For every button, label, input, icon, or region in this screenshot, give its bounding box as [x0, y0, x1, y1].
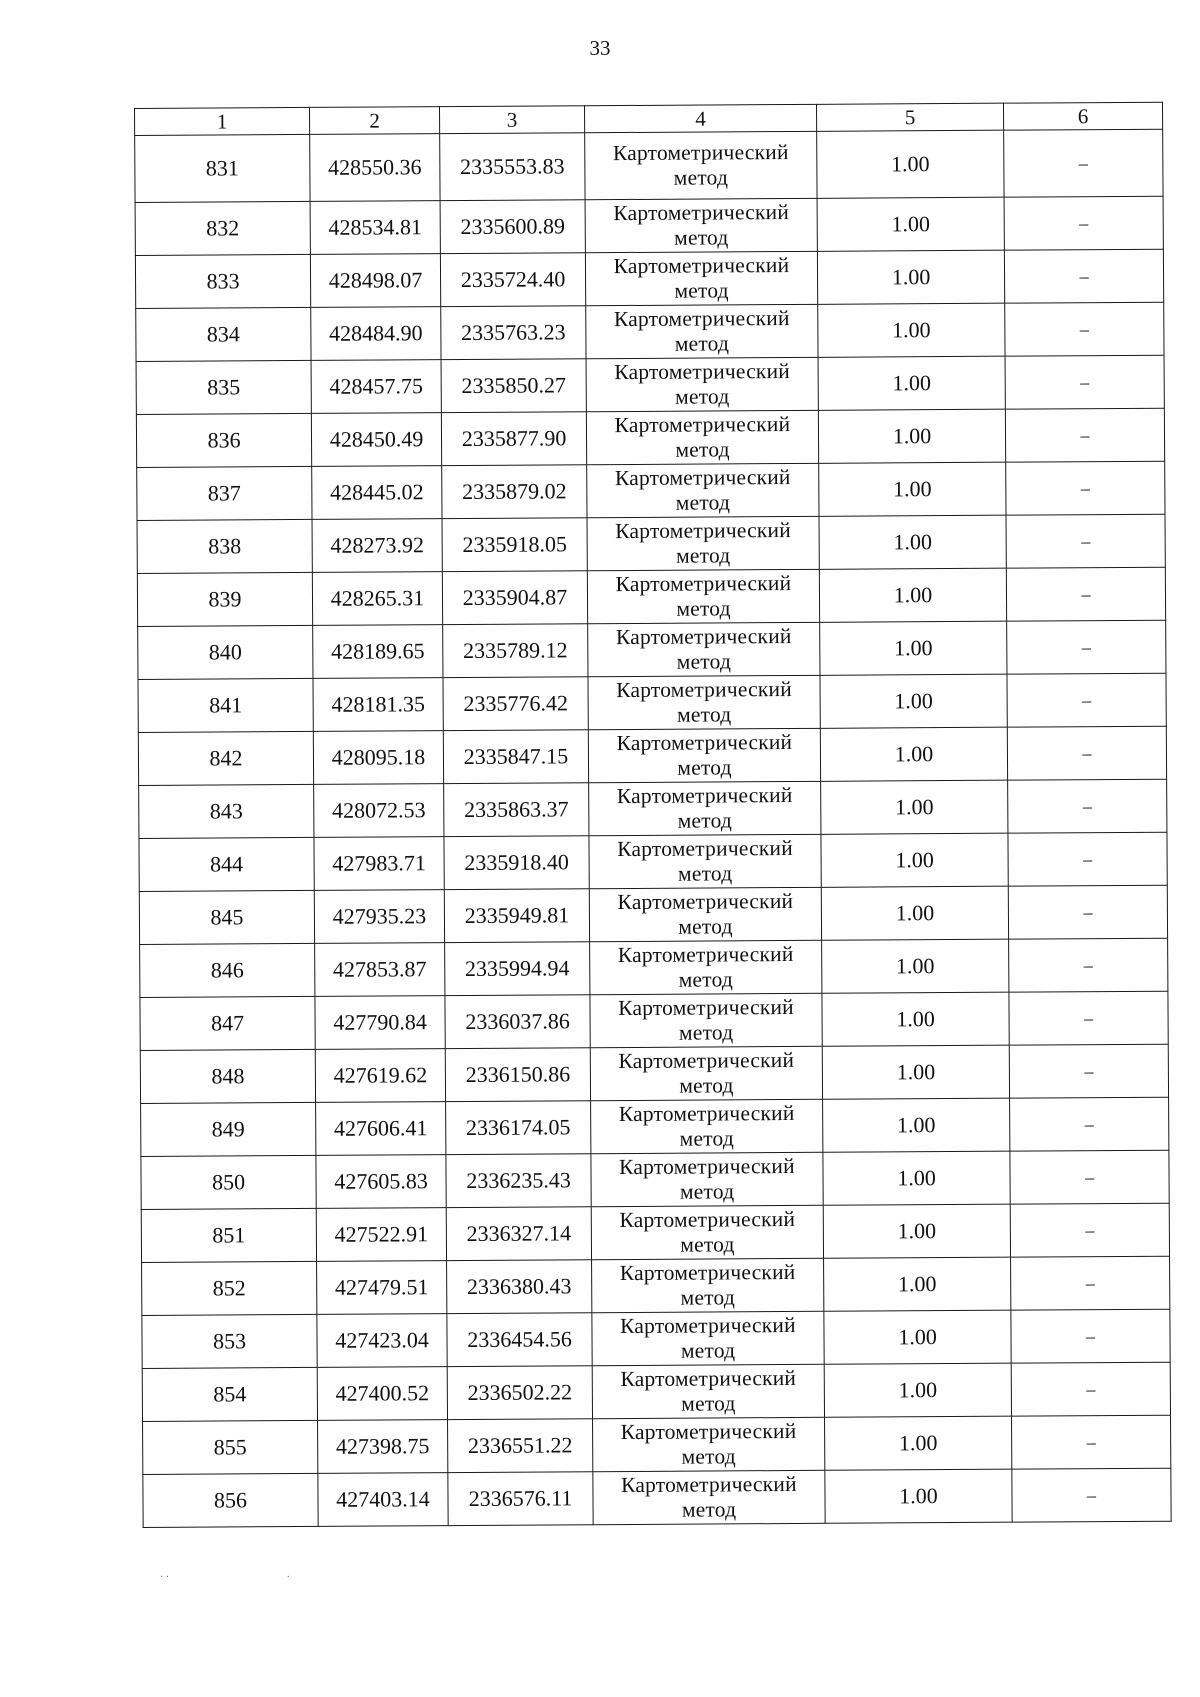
method-line-1: Картометрический	[613, 200, 790, 226]
note-cell: –	[1004, 129, 1163, 197]
x-coordinate-cell: 427790.84	[315, 996, 445, 1050]
method-cell	[586, 357, 818, 411]
point-number-cell: 832	[135, 201, 310, 255]
accuracy-cell: 1.00	[817, 250, 1004, 304]
method-line-2: метод	[680, 1232, 735, 1257]
method-cell	[586, 304, 818, 358]
x-coordinate-cell: 427398.75	[318, 1420, 448, 1474]
method-line-1: Картометрический	[618, 1100, 795, 1127]
method-line-1: Картометрический	[616, 782, 793, 809]
method-line-1: Картометрический	[614, 464, 791, 491]
x-coordinate-cell: 428484.90	[311, 307, 441, 361]
x-coordinate-cell: 428450.49	[311, 413, 441, 467]
method-cell	[585, 251, 817, 305]
y-coordinate-cell: 2335863.37	[444, 783, 589, 837]
note-cell: –	[1005, 302, 1164, 356]
method-line-2: метод	[675, 490, 731, 515]
table-row	[139, 832, 1167, 891]
method-line-2: метод	[674, 331, 730, 356]
method-line-2: метод	[676, 596, 731, 621]
table-row	[139, 885, 1167, 944]
header-col-3: 3	[439, 106, 584, 134]
method-line-1: Картометрический	[614, 411, 791, 438]
x-coordinate-cell: 428189.65	[313, 625, 443, 679]
note-cell: –	[1006, 461, 1165, 515]
accuracy-cell: 1.00	[818, 303, 1005, 357]
note-cell: –	[1009, 991, 1168, 1045]
note-cell: –	[1012, 1415, 1171, 1469]
accuracy-cell: 1.00	[818, 409, 1005, 463]
method-line-1: Картометрический	[613, 305, 790, 332]
table-row	[137, 514, 1165, 573]
method-line-1: Картометрический	[619, 1153, 795, 1180]
y-coordinate-cell: 2335879.02	[442, 465, 587, 519]
y-coordinate-cell: 2335850.27	[441, 359, 586, 413]
method-line-2: метод	[680, 1338, 736, 1363]
method-line-1: Картометрический	[614, 358, 791, 385]
method-cell	[585, 198, 817, 252]
table-row	[136, 355, 1164, 414]
note-cell: –	[1005, 408, 1164, 462]
point-number-cell: 843	[139, 784, 314, 838]
point-number-cell: 848	[140, 1049, 315, 1103]
x-coordinate-cell: 428095.18	[313, 731, 443, 785]
table-row	[141, 1097, 1169, 1156]
table-row	[136, 302, 1164, 361]
y-coordinate-cell: 2335789.12	[443, 624, 588, 678]
table-row	[135, 196, 1163, 255]
method-cell	[587, 569, 819, 623]
table-row	[142, 1362, 1170, 1421]
y-coordinate-cell: 2336150.86	[445, 1048, 590, 1102]
method-line-1: Картометрический	[618, 1047, 795, 1074]
accuracy-cell: 1.00	[819, 568, 1006, 622]
table-row	[137, 461, 1165, 520]
table-row	[142, 1256, 1170, 1315]
method-line-2: метод	[679, 1179, 735, 1204]
point-number-cell: 838	[137, 519, 312, 573]
x-coordinate-cell: 427853.87	[315, 943, 445, 997]
page-number: 33	[589, 36, 611, 60]
method-cell	[589, 781, 821, 835]
point-number-cell: 839	[137, 572, 312, 626]
scan-specks: · · ·	[160, 1572, 290, 1583]
accuracy-cell: 1.00	[823, 1204, 1010, 1258]
method-cell	[593, 1417, 825, 1471]
method-line-2: метод	[675, 384, 730, 409]
table-row	[140, 1044, 1168, 1103]
x-coordinate-cell: 428498.07	[310, 254, 440, 308]
note-cell: –	[1010, 1203, 1169, 1257]
method-cell	[586, 410, 818, 464]
table-row	[135, 129, 1163, 202]
accuracy-cell: 1.00	[819, 515, 1006, 569]
note-cell: –	[1006, 514, 1165, 568]
accuracy-cell: 1.00	[822, 939, 1009, 993]
table-body	[135, 129, 1171, 1527]
method-cell	[592, 1364, 824, 1418]
note-cell: –	[1007, 673, 1166, 727]
point-number-cell: 854	[142, 1367, 317, 1421]
x-coordinate-cell: 427403.14	[318, 1473, 448, 1527]
y-coordinate-cell: 2335904.87	[442, 571, 587, 625]
method-cell	[590, 940, 822, 994]
y-coordinate-cell: 2335776.42	[443, 677, 588, 731]
method-cell	[592, 1311, 824, 1365]
note-cell: –	[1004, 249, 1163, 303]
x-coordinate-cell: 427423.04	[317, 1314, 447, 1368]
table-row	[138, 673, 1166, 732]
note-cell: –	[1011, 1256, 1170, 1310]
method-cell	[588, 728, 820, 782]
coordinates-table	[134, 102, 1172, 1528]
method-line-1: Картометрический	[620, 1365, 797, 1392]
x-coordinate-cell: 428534.81	[310, 201, 440, 255]
y-coordinate-cell: 2336174.05	[446, 1101, 591, 1155]
method-line-1: Картометрический	[615, 623, 792, 650]
coordinates-table-wrapper	[134, 102, 1172, 1528]
method-cell	[591, 1152, 823, 1206]
x-coordinate-cell: 427983.71	[314, 837, 444, 891]
method-cell	[591, 1099, 823, 1153]
note-cell: –	[1011, 1362, 1170, 1416]
note-cell: –	[1011, 1309, 1170, 1363]
y-coordinate-cell: 2335763.23	[441, 306, 586, 360]
accuracy-cell: 1.00	[817, 197, 1004, 251]
method-line-2: метод	[673, 165, 729, 190]
point-number-cell: 845	[139, 890, 314, 944]
method-line-1: Картометрический	[617, 835, 793, 862]
table-row	[140, 991, 1168, 1050]
method-cell	[590, 1046, 822, 1100]
table-row	[141, 1150, 1169, 1209]
x-coordinate-cell: 427479.51	[317, 1261, 447, 1315]
y-coordinate-cell: 2336551.22	[448, 1419, 593, 1473]
method-line-2: метод	[681, 1391, 736, 1416]
method-cell	[588, 675, 820, 729]
accuracy-cell: 1.00	[824, 1257, 1011, 1311]
point-number-cell: 844	[139, 837, 314, 891]
method-line-1: Картометрический	[620, 1312, 796, 1339]
point-number-cell: 836	[136, 413, 311, 467]
x-coordinate-cell: 427605.83	[316, 1155, 446, 1209]
table-row	[140, 938, 1168, 997]
y-coordinate-cell: 2335918.05	[442, 518, 587, 572]
accuracy-cell: 1.00	[821, 780, 1008, 834]
note-cell: –	[1008, 779, 1167, 833]
method-line-1: Картометрический	[621, 1471, 797, 1498]
table-row	[138, 620, 1166, 679]
y-coordinate-cell: 2335847.15	[443, 730, 588, 784]
y-coordinate-cell: 2336454.56	[447, 1313, 592, 1367]
method-line-2: метод	[681, 1497, 737, 1522]
point-number-cell: 842	[138, 731, 313, 785]
header-col-6: 6	[1003, 102, 1162, 130]
method-line-2: метод	[680, 1285, 736, 1310]
method-cell	[587, 463, 819, 517]
point-number-cell: 835	[136, 360, 311, 414]
table-row	[139, 779, 1167, 838]
x-coordinate-cell: 427935.23	[314, 890, 444, 944]
method-line-2: метод	[679, 1073, 734, 1098]
method-line-2: метод	[674, 225, 729, 250]
method-line-2: метод	[678, 1020, 734, 1045]
method-cell	[591, 1205, 823, 1259]
method-line-1: Картометрический	[615, 517, 792, 544]
method-cell	[590, 993, 822, 1047]
table-row	[137, 567, 1165, 626]
y-coordinate-cell: 2336380.43	[447, 1260, 592, 1314]
method-line-1: Картометрический	[618, 994, 794, 1021]
method-line-2: метод	[678, 967, 734, 992]
method-line-1: Картометрический	[616, 676, 792, 703]
header-col-2: 2	[309, 107, 439, 135]
note-cell: –	[1004, 196, 1163, 250]
method-line-2: метод	[676, 702, 732, 727]
method-cell	[589, 834, 821, 888]
accuracy-cell: 1.00	[820, 621, 1007, 675]
method-cell	[592, 1258, 824, 1312]
accuracy-cell: 1.00	[822, 992, 1009, 1046]
note-cell: –	[1009, 938, 1168, 992]
x-coordinate-cell: 428457.75	[311, 360, 441, 414]
point-number-cell: 840	[138, 625, 313, 679]
note-cell: –	[1012, 1468, 1171, 1522]
y-coordinate-cell: 2335553.83	[440, 133, 585, 201]
point-number-cell: 846	[140, 943, 315, 997]
point-number-cell: 831	[135, 134, 310, 202]
method-cell	[588, 622, 820, 676]
y-coordinate-cell: 2336037.86	[445, 995, 590, 1049]
method-cell	[593, 1470, 825, 1524]
y-coordinate-cell: 2335918.40	[444, 836, 589, 890]
x-coordinate-cell: 427522.91	[316, 1208, 446, 1262]
method-line-1: Картометрический	[619, 1206, 796, 1233]
method-line-1: Картометрический	[615, 570, 792, 597]
method-line-1: Картометрический	[612, 140, 789, 166]
x-coordinate-cell: 428181.35	[313, 678, 443, 732]
accuracy-cell: 1.00	[825, 1469, 1012, 1523]
note-cell: –	[1005, 355, 1164, 409]
method-line-2: метод	[675, 437, 730, 462]
method-line-1: Картометрический	[620, 1418, 797, 1445]
accuracy-cell: 1.00	[825, 1416, 1012, 1470]
method-line-2: метод	[674, 278, 729, 303]
x-coordinate-cell: 428265.31	[312, 572, 442, 626]
accuracy-cell: 1.00	[819, 462, 1006, 516]
y-coordinate-cell: 2336327.14	[446, 1207, 591, 1261]
y-coordinate-cell: 2335600.89	[440, 200, 585, 254]
x-coordinate-cell: 428550.36	[310, 134, 440, 202]
note-cell: –	[1008, 832, 1167, 886]
accuracy-cell: 1.00	[817, 130, 1004, 198]
method-line-1: Картометрический	[613, 253, 790, 279]
header-col-1: 1	[135, 107, 310, 135]
point-number-cell: 833	[135, 254, 310, 308]
y-coordinate-cell: 2336235.43	[446, 1154, 591, 1208]
table-row	[136, 408, 1164, 467]
table-row	[135, 249, 1163, 308]
point-number-cell: 851	[141, 1208, 316, 1262]
point-number-cell: 855	[143, 1420, 318, 1474]
method-cell	[585, 131, 817, 199]
point-number-cell: 834	[136, 307, 311, 361]
method-cell	[587, 516, 819, 570]
accuracy-cell: 1.00	[821, 833, 1008, 887]
note-cell: –	[1010, 1150, 1169, 1204]
method-line-1: Картометрический	[619, 1259, 796, 1286]
table-row	[142, 1309, 1170, 1368]
x-coordinate-cell: 427400.52	[317, 1367, 447, 1421]
method-line-2: метод	[675, 543, 731, 568]
note-cell: –	[1006, 567, 1165, 621]
accuracy-cell: 1.00	[823, 1098, 1010, 1152]
x-coordinate-cell: 427619.62	[315, 1049, 445, 1103]
method-line-2: метод	[679, 1126, 735, 1151]
point-number-cell: 837	[137, 466, 312, 520]
header-col-5: 5	[816, 103, 1003, 131]
accuracy-cell: 1.00	[818, 356, 1005, 410]
method-line-1: Картометрический	[617, 941, 794, 968]
method-line-2: метод	[681, 1444, 736, 1469]
x-coordinate-cell: 428445.02	[312, 466, 442, 520]
point-number-cell: 841	[138, 678, 313, 732]
point-number-cell: 853	[142, 1314, 317, 1368]
note-cell: –	[1010, 1097, 1169, 1151]
header-col-4: 4	[584, 104, 816, 132]
note-cell: –	[1008, 885, 1167, 939]
accuracy-cell: 1.00	[824, 1363, 1011, 1417]
y-coordinate-cell: 2336502.22	[447, 1366, 592, 1420]
y-coordinate-cell: 2335994.94	[445, 942, 590, 996]
accuracy-cell: 1.00	[823, 1151, 1010, 1205]
point-number-cell: 849	[141, 1102, 316, 1156]
method-line-1: Картометрический	[616, 729, 793, 756]
point-number-cell: 856	[143, 1473, 318, 1527]
table-row	[138, 726, 1166, 785]
accuracy-cell: 1.00	[821, 886, 1008, 940]
y-coordinate-cell: 2336576.11	[448, 1472, 593, 1526]
table-row	[143, 1415, 1171, 1474]
x-coordinate-cell: 427606.41	[316, 1102, 446, 1156]
note-cell: –	[1007, 620, 1166, 674]
method-line-2: метод	[678, 914, 733, 939]
y-coordinate-cell: 2335877.90	[441, 412, 586, 466]
method-line-2: метод	[677, 861, 733, 886]
method-line-2: метод	[677, 808, 733, 833]
point-number-cell: 852	[142, 1261, 317, 1315]
y-coordinate-cell: 2335724.40	[440, 253, 585, 307]
table-row	[141, 1203, 1169, 1262]
accuracy-cell: 1.00	[824, 1310, 1011, 1364]
note-cell: –	[1007, 726, 1166, 780]
method-cell	[589, 887, 821, 941]
accuracy-cell: 1.00	[820, 674, 1007, 728]
x-coordinate-cell: 428072.53	[314, 784, 444, 838]
accuracy-cell: 1.00	[820, 727, 1007, 781]
point-number-cell: 850	[141, 1155, 316, 1209]
y-coordinate-cell: 2335949.81	[444, 889, 589, 943]
point-number-cell: 847	[140, 996, 315, 1050]
x-coordinate-cell: 428273.92	[312, 519, 442, 573]
accuracy-cell: 1.00	[822, 1045, 1009, 1099]
method-line-1: Картометрический	[617, 888, 794, 915]
note-cell: –	[1009, 1044, 1168, 1098]
method-line-2: метод	[676, 649, 732, 674]
table-row	[143, 1468, 1171, 1527]
method-line-2: метод	[677, 755, 732, 780]
